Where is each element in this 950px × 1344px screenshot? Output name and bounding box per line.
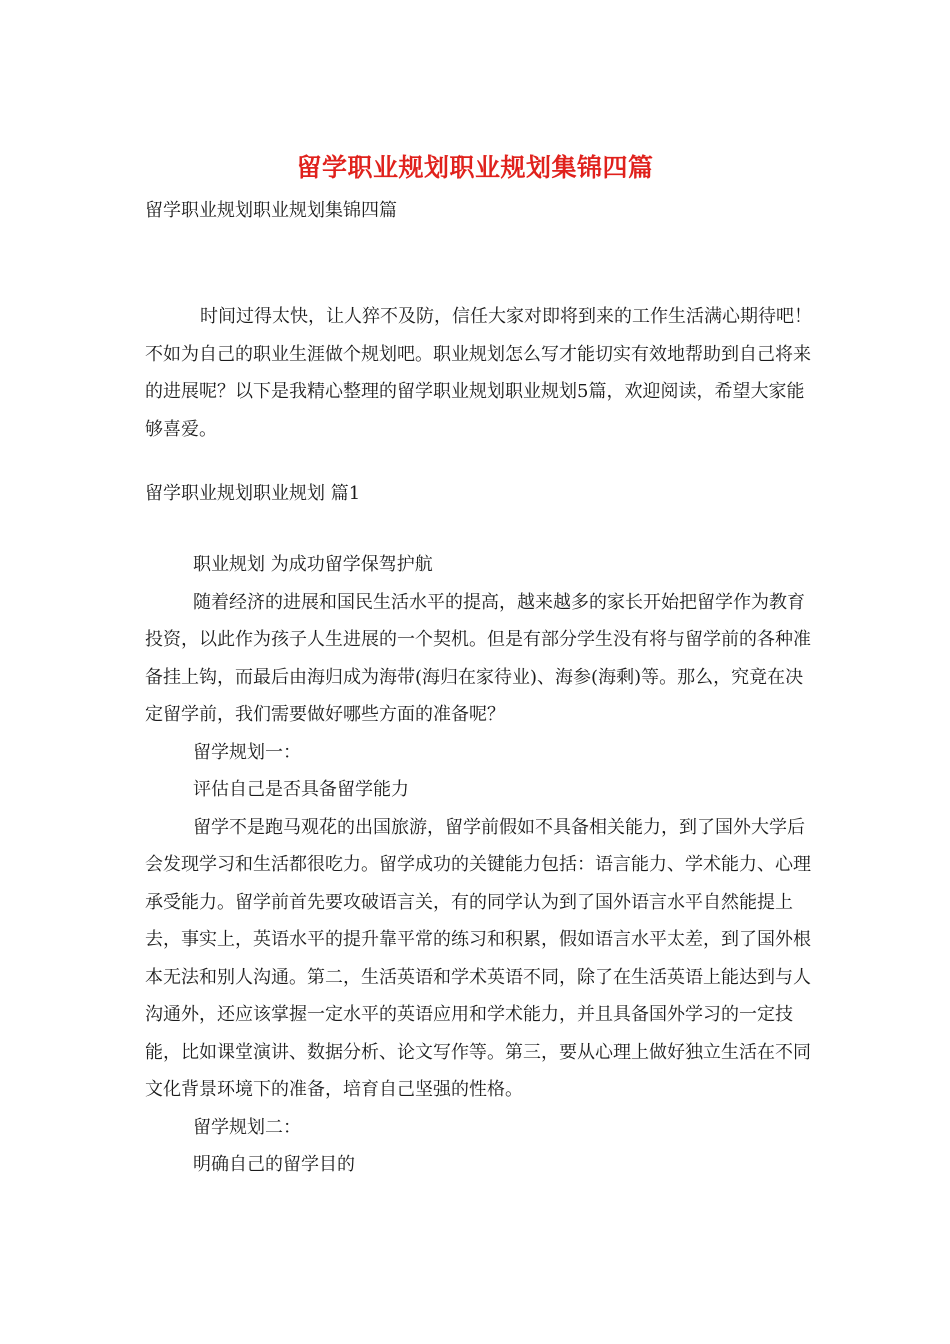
document-title: 留学职业规划职业规划集锦四篇: [296, 153, 654, 182]
intro-paragraph: 时间过得太快，让人猝不及防，信任大家对即将到来的工作生活满心期待吧！不如为自己的职业生涯做个规划吧。职业规划怎么写才能切实有效地帮助到自己将来的进展呢？以下是我精心整理的留学职业规划职业规划5篇，欢迎阅读，希望大家能够喜爱。: [145, 306, 812, 440]
body-paragraph: 随着经济的进展和国民生活水平的提高，越来越多的家长开始把留学作为教育投资，以此作为孩子人生进展的一个契机。但是有部分学生没有将与留学前的各种准备挂上钩，而最后由海归成为海带(海归在家待业)、海参(海剩)等。那么，究竟在决定留学前，我们需要做好哪些方面的准备呢？: [145, 591, 811, 725]
body-paragraph: 留学规划一：: [193, 741, 301, 763]
body-paragraph: 明确自己的留学目的: [193, 1154, 355, 1175]
body-paragraph: 留学规划二：: [193, 1116, 301, 1138]
body-paragraph: 留学不是跑马观花的出国旅游，留学前假如不具备相关能力，到了国外大学后会发现学习和生活都很吃力。留学成功的关键能力包括：语言能力、学术能力、心理承受能力。留学前首先要攻破语言关，有的同学认为到了国外语言水平自然能提上去，事实上，英语水平的提升靠平常的练习和积累，假如语言水平太差，到了国外根本无法和别人沟通。第二，生活英语和学术英语不同，除了在生活英语上能达到与人沟通外，还应该掌握一定水平的英语应用和学术能力，并且具备国外学习的一定技能，比如课堂演讲、数据分析、论文写作等。第三，要从心理上做好独立生活在不同文化背景环境下的准备，培育自己坚强的性格。: [145, 816, 811, 1100]
body-paragraph: 职业规划 为成功留学保驾护航: [193, 554, 433, 575]
section-heading: 留学职业规划职业规划 篇1: [145, 483, 361, 504]
body-paragraph: 评估自己是否具备留学能力: [193, 779, 409, 800]
body-text: [145, 546, 815, 1184]
document-subtitle: 留学职业规划职业规划集锦四篇: [145, 200, 397, 221]
